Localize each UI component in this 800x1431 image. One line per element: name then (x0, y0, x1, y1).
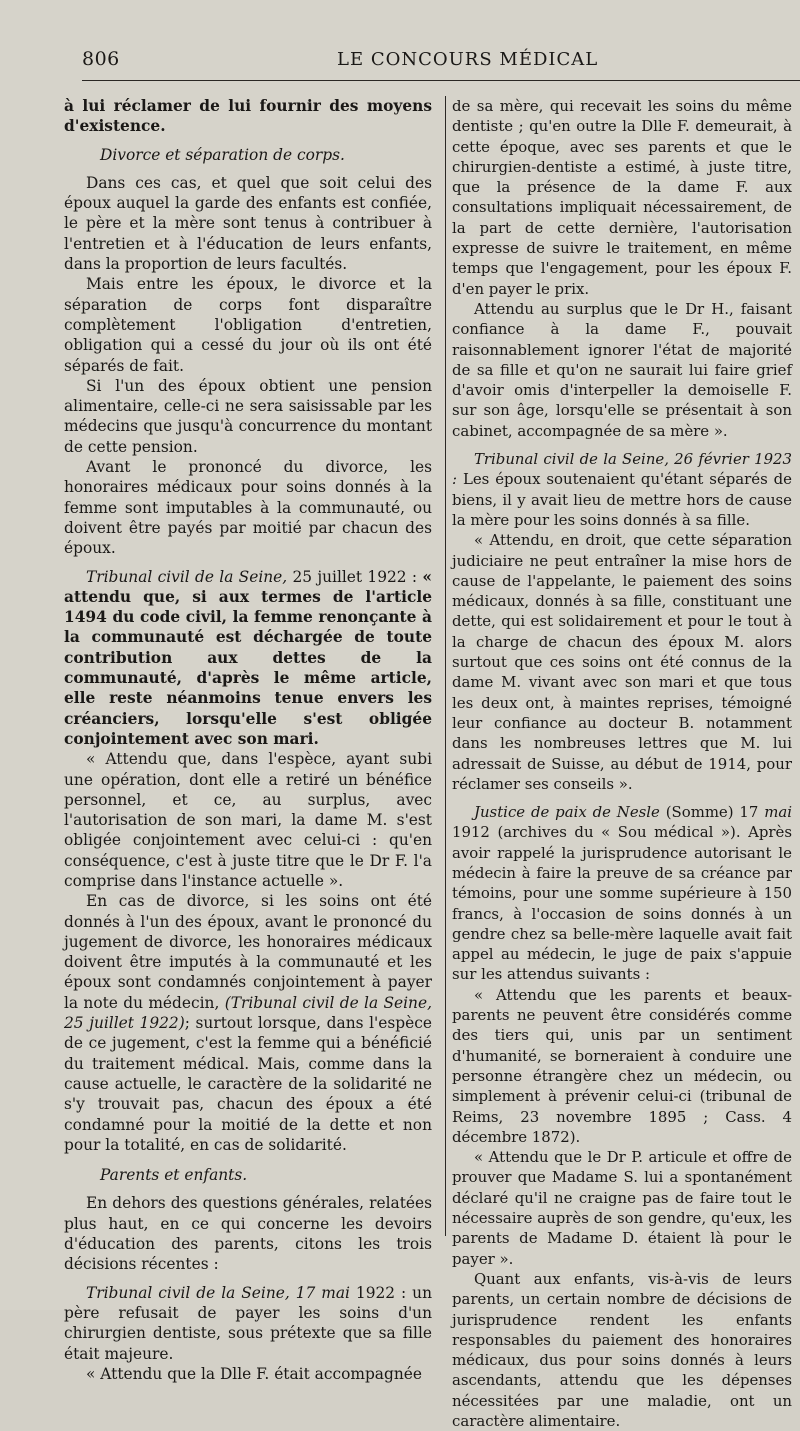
running-title: LE CONCOURS MÉDICAL (337, 49, 599, 70)
paragraph: Avant le prononcé du divorce, les honoraires médicaux pour soins donnés à la femme sont imputables à la communauté, ou doivent être payés par moitié par chacun des époux. (64, 458, 432, 558)
court-decision: Tribunal civil de la Seine, 26 février 1923 : Les époux soutenaient qu'étant séparés de biens, il y avait lieu de mettre hors de cause la mère pour les soins donnés à sa fille. (452, 450, 792, 529)
section-heading-parents: Parents et enfants. (100, 1166, 248, 1185)
paragraph: Attendu au surplus que le Dr H., faisant confiance à la dame F., pouvait raisonnablement ignorer l'état de majorité de sa fille et qu'on ne saurait lui faire grief d'avoir omis d'interpeller la demoiselle F. sur son âge, lorsqu'elle se présentait à son cabinet, accompagnée de sa mère ». (452, 299, 792, 440)
paragraph: de sa mère, qui recevait les soins du même dentiste ; qu'en outre la Dlle F. demeurait, à cette époque, avec ses parents et que le chirurgien-dentiste a estimé, à juste titre, que la présence de la dame F. aux consultations impliquait nécessairement, de la part de cette dernière, l'autorisation expresse de suivre le traitement, en même temps que l'engagement, pour les époux F. d'en payer le prix. (452, 97, 792, 298)
paragraph: En dehors des questions générales, relatées plus haut, en ce qui concerne les devoirs d'éducation des parents, citons les trois décisions récentes : (64, 1194, 432, 1274)
paragraph: Si l'un des époux obtient une pension alimentaire, celle-ci ne sera saisissable par les médecins que jusqu'à concurrence du montant de cette pension. (64, 376, 432, 456)
paragraph: « Attendu, en droit, que cette séparation judiciaire ne peut entraîner la mise hors de cause de l'appelante, le paiement des soins médicaux, donnés à sa fille, constituant une dette, qui est solidairement et pour le tout à la charge de chacun des époux M. alors surtout que ces soins ont été connus de la dame M. vivant avec son mari et que tous les deux ont, à maintes reprises, témoigné leur confiance au docteur B. notamment dans les nombreuses lettres que M. lui adressait de Suisse, au début de 1914, pour réclamer ses conseils ». (452, 531, 792, 793)
court-decision: Justice de paix de Nesle (Somme) 17 mai 1912 (archives du « Sou médical »). Après avoir rappelé la jurisprudence autorisant le médecin à faire la preuve de sa créance par témoins, pour une somme supérieure à 150 francs, à l'occasion de soins donnés à un gendre chez sa belle-mère laquelle avait fait appel au médecin, le juge de paix s'appuie sur les attendus suivants : (452, 803, 792, 984)
column-divider (445, 96, 446, 1236)
paragraph: « Attendu que le Dr P. articule et offre de prouver que Madame S. lui a spontanément déclaré qu'il ne craigne pas de faire tout le nécessaire auprès de son gendre, qu'eux, les parents de Madame D. étaient là pour le payer ». (452, 1148, 792, 1268)
paragraph: En cas de divorce, si les soins ont été donnés à l'un des époux, avant le prononcé du jugement de divorce, les honoraires médicaux doivent être imputés à la communauté et les époux sont condamnés conjointement à payer la note du médecin, (Tribunal civil de la Seine, 25 juillet 1922); surtout lorsque, dans l'espèce de ce jugement, c'est la femme qui a bénéficié du traitement médical. Mais, comme dans la cause actuelle, le caractère de la solidarité ne s'y trouvait pas, chacun des époux a été condamné pour la moitié de la dette et non pour la totalité, en cas de solidarité. (64, 892, 432, 1154)
page-header (82, 48, 800, 74)
paragraph: Mais entre les époux, le divorce et la séparation de corps font disparaître complètement l'obligation d'entretien, obligation qui a cessé du jour où ils ont été séparés de fait. (64, 275, 432, 375)
header-rule (82, 80, 800, 81)
paragraph: « Attendu que la Dlle F. était accompagnée (86, 1364, 422, 1383)
section-heading-divorce: Divorce et séparation de corps. (100, 145, 345, 164)
paragraph: « Attendu que, dans l'espèce, ayant subi une opération, dont elle a retiré un bénéfice personnel, et ce, au surplus, avec l'autorisation de son mari, la dame M. s'est obligée conjointement avec celui-ci : qu'en conséquence, c'est à juste titre que le Dr F. l'a comprise dans l'instance actuelle ». (64, 750, 432, 890)
court-decision: Tribunal civil de la Seine, 25 juillet 1922 : « attendu que, si aux termes de l'article 1494 du code civil, la femme renonçante à la communauté est déchargée de toute contribution aux dettes de la communauté, d'après le même article, elle reste néanmoins tenue envers les créanciers, lorsqu'elle s'est obligée conjointement avec son mari. (64, 567, 432, 748)
court-decision: Tribunal civil de la Seine, 17 mai 1922 : un père refusait de payer les soins d'un chirurgien dentiste, sous prétexte que sa fille était majeure. (64, 1283, 432, 1363)
paragraph: Dans ces cas, et quel que soit celui des époux auquel la garde des enfants est confiée, le père et la mère sont tenus à contribuer à l'entretien et à l'éducation de leurs enfants, dans la proportion de leurs facultés. (64, 173, 432, 274)
paragraph: Quant aux enfants, vis-à-vis de leurs parents, un certain nombre de décisions de jurisprudence rendent les enfants responsables du paiement des honoraires médicaux, dus pour soins donnés à leurs ascendants, attendu que les dépenses nécessitées par une maladie, ont un caractère alimentaire. (452, 1269, 792, 1430)
paragraph: « Attendu que les parents et beaux-parents ne peuvent être considérés comme des tiers qui, unis par un sentiment d'humanité, se borneraient à conduire une personne étrangère chez un médecin, ou simplement à prévenir celui-ci (tribunal de Reims, 23 novembre 1895 ; Cass. 4 décembre 1872). (452, 985, 792, 1146)
right-column (452, 96, 792, 1431)
page-number: 806 (82, 48, 120, 70)
left-column (64, 96, 432, 1384)
paragraph: à lui réclamer de lui fournir des moyens d'existence. (64, 97, 432, 136)
